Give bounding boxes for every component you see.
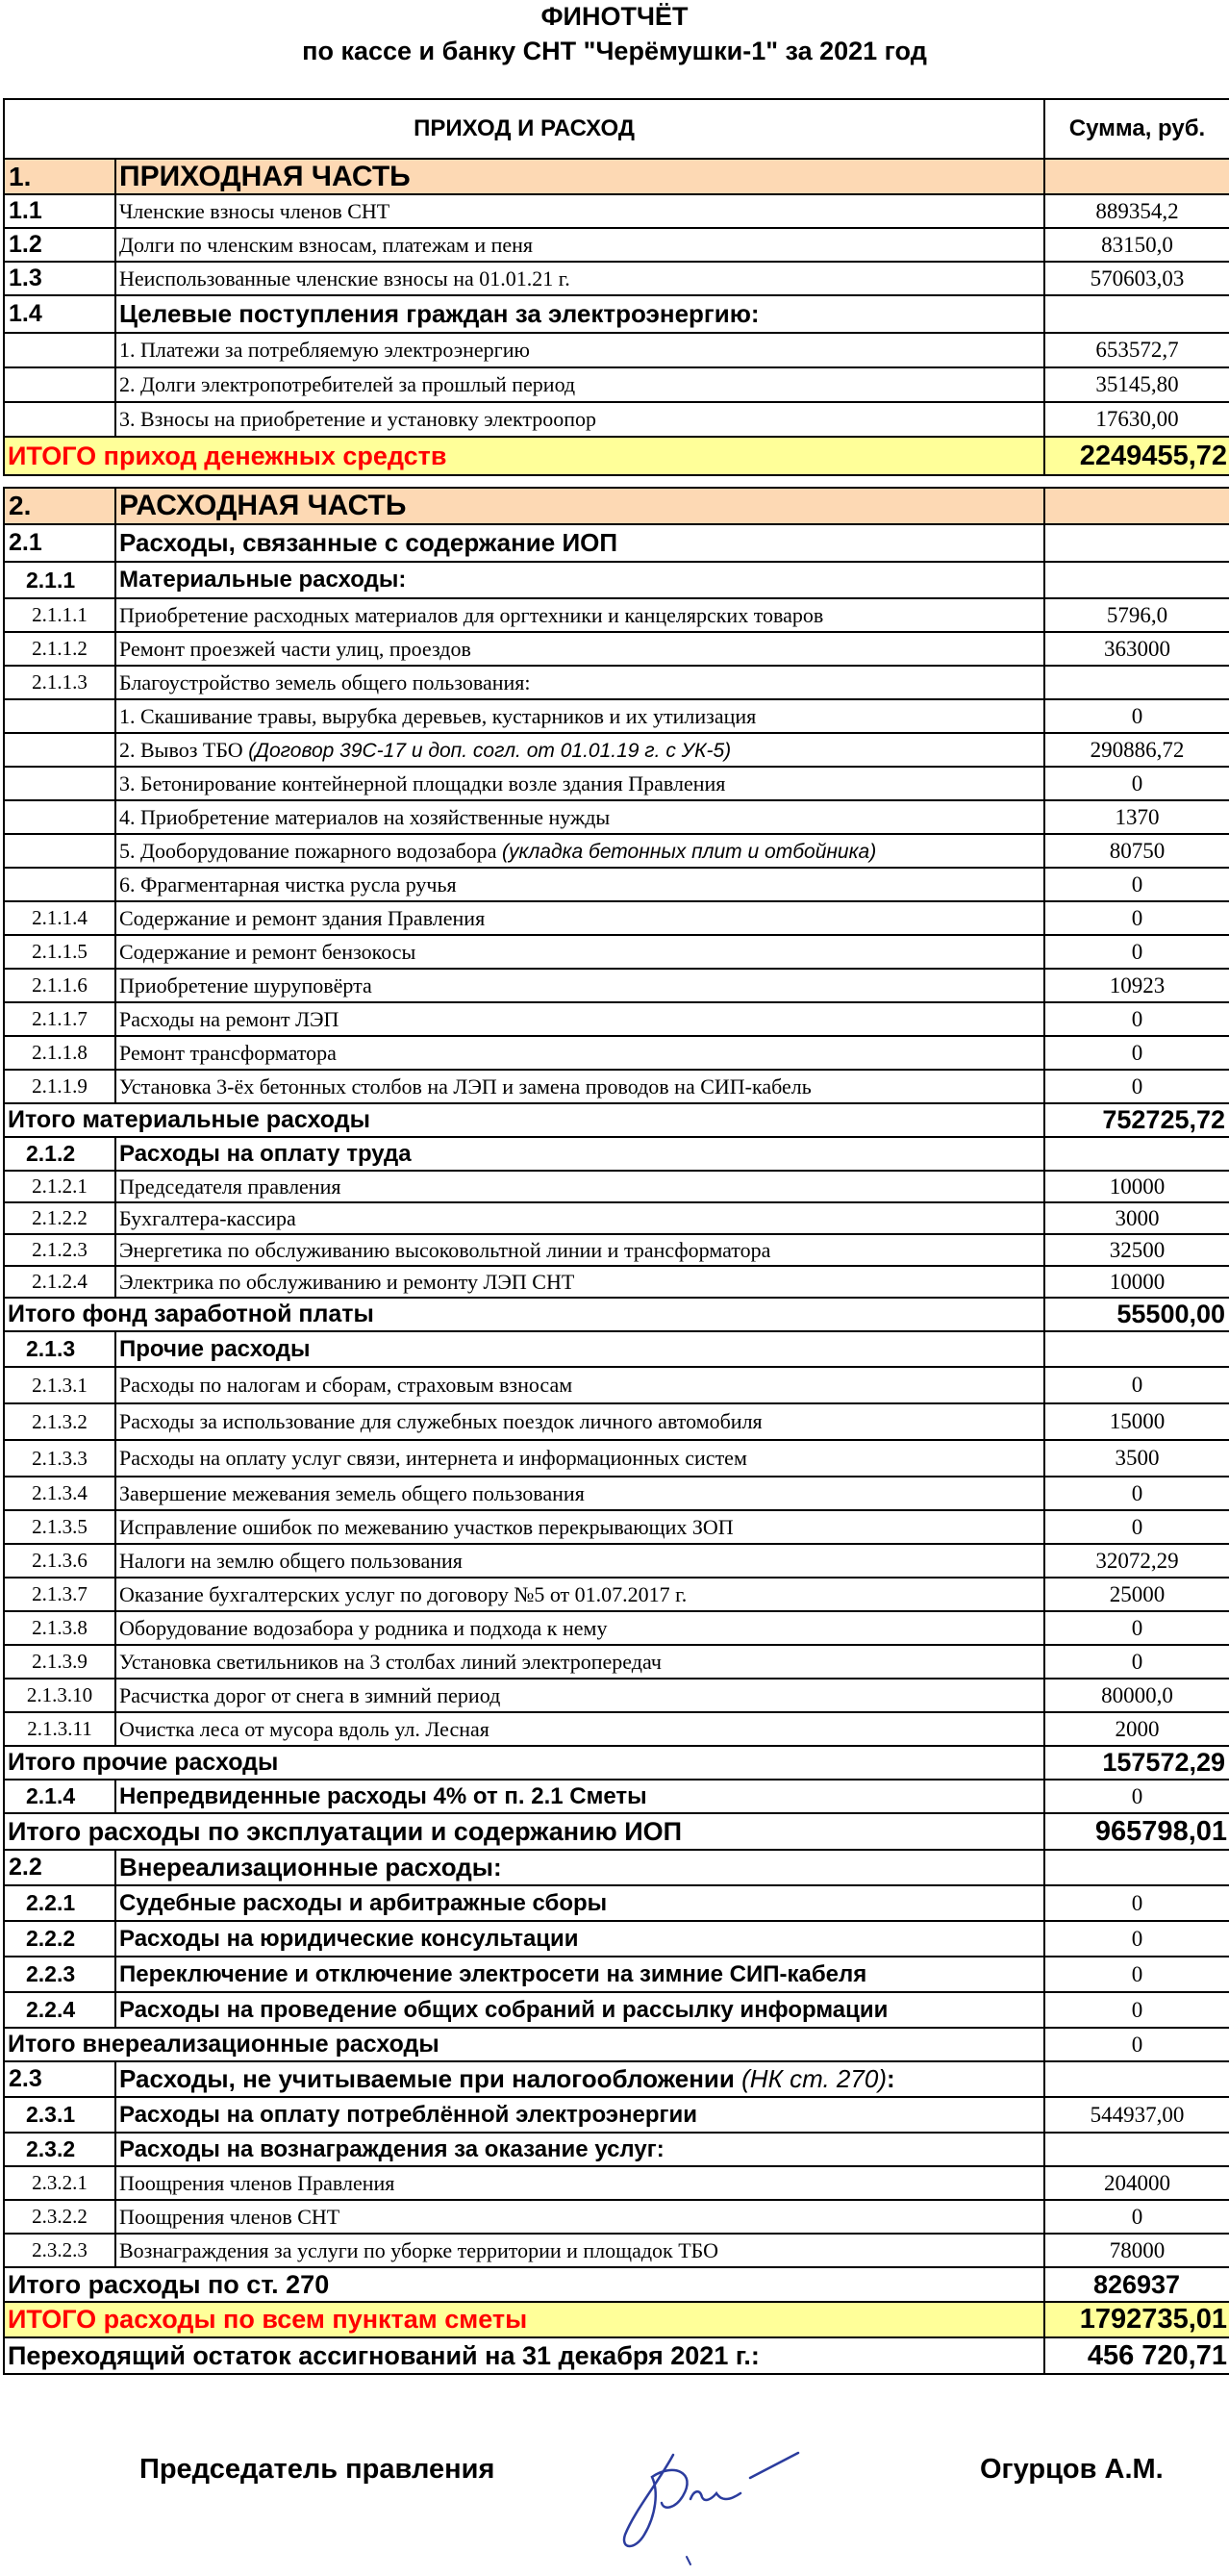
table-row [4,1992,1229,2028]
subtotal-row [4,2028,1229,2061]
row-number: 2.1.1.9 [4,1070,115,1103]
balance-amount: 456 720,71 [1044,2337,1229,2374]
table-row [4,1578,1229,1611]
signatory-name: Огурцов А.М. [980,2454,1164,2485]
row-number: 2.1.3.7 [4,1578,115,1611]
row-amount: 653572,7 [1044,333,1229,367]
row-text: Расходы по налогам и сборам, страховым взносам [115,1367,1044,1403]
row-text-tail: : [886,2064,895,2093]
row-text: 1. Скашивание травы, вырубка деревьев, кустарников и их утилизация [115,699,1044,733]
section-title: ПРИХОДНАЯ ЧАСТЬ [115,159,1044,194]
row-text: Председателя правления [115,1171,1044,1202]
row-amount: 0 [1044,1367,1229,1403]
subtotal-amount: 752725,72 [1044,1103,1229,1137]
row-number [4,800,115,834]
row-amount [1044,1137,1229,1171]
table-row [4,1679,1229,1712]
table-row [4,1036,1229,1070]
row-text: Содержание и ремонт бензокосы [115,935,1044,969]
table-row [4,2133,1229,2166]
column-header-main: ПРИХОД И РАСХОД [4,99,1044,159]
row-number: 2.1.2.1 [4,1171,115,1202]
row-number: 2.1.1.6 [4,969,115,1002]
row-number: 2.1 [4,524,115,562]
row-amount: 0 [1044,1921,1229,1957]
row-text: Целевые поступления граждан за электроэнергию: [115,295,1044,333]
balance-row [4,2337,1229,2374]
table-row [4,1403,1229,1440]
row-amount: 32500 [1044,1234,1229,1266]
row-text: Приобретение расходных материалов для оргтехники и канцелярских товаров [115,598,1044,632]
row-amount: 290886,72 [1044,733,1229,767]
row-amount: 32072,29 [1044,1544,1229,1578]
table-row [4,1885,1229,1921]
row-number: 2.2.4 [4,1992,115,2028]
row-number: 2.3.2.3 [4,2234,115,2267]
row-text: Установка светильников на 3 столбах линий электропередач [115,1645,1044,1679]
row-number: 2.1.1.2 [4,632,115,666]
table-row [4,699,1229,733]
row-amount: 0 [1044,1780,1229,1813]
row-number: 2.3 [4,2061,115,2097]
subtotal-amount: 826937 [1044,2267,1229,2302]
table-row [4,1137,1229,1171]
row-amount: 0 [1044,1002,1229,1036]
row-text: Бухгалтера-кассира [115,1202,1044,1234]
table-row [4,1712,1229,1746]
row-amount: 3000 [1044,1202,1229,1234]
row-number: 2.1.3.1 [4,1367,115,1403]
row-amount [1044,488,1229,524]
row-number: 1. [4,159,115,194]
total-amount: 1792735,01 [1044,2302,1229,2337]
row-amount: 570603,03 [1044,262,1229,295]
row-amount: 0 [1044,1992,1229,2028]
row-text: 1. Платежи за потребляемую электроэнергию [115,333,1044,367]
row-text: 6. Фрагментарная чистка русла ручья [115,868,1044,901]
table-row [4,2166,1229,2200]
row-amount: 10000 [1044,1266,1229,1298]
expense-total-row [4,2302,1229,2337]
row-number: 2.1.3.8 [4,1611,115,1645]
row-amount: 0 [1044,901,1229,935]
row-text: Расходы за использование для служебных поездок личного автомобиля [115,1403,1044,1440]
row-number: 2.1.1.7 [4,1002,115,1036]
row-number: 2.2.3 [4,1957,115,1992]
section-title: РАСХОДНАЯ ЧАСТЬ [115,488,1044,524]
row-amount: 0 [1044,2200,1229,2234]
row-amount: 35145,80 [1044,367,1229,402]
table-header-row [4,99,1229,159]
row-text: Поощрения членов СНТ [115,2200,1044,2234]
row-amount: 15000 [1044,1403,1229,1440]
row-text: Расходы на ремонт ЛЭП [115,1002,1044,1036]
table-row [4,1544,1229,1578]
finance-table [3,98,1229,2375]
subtotal-label: Итого фонд заработной платы [4,1298,1044,1331]
row-number: 2.1.3.3 [4,1440,115,1477]
row-number: 2.1.2.4 [4,1266,115,1298]
row-amount: 0 [1044,1477,1229,1510]
table-row [4,1202,1229,1234]
table-row [4,524,1229,562]
row-text: Расходы на юридические консультации [115,1921,1044,1957]
subtotal-label: Итого расходы по эксплуатации и содержанию ИОП [4,1813,1044,1850]
row-text: Энергетика по обслуживанию высоковольтной линии и трансформатора [115,1234,1044,1266]
total-label: ИТОГО расходы по всем пунктам сметы [4,2302,1044,2337]
row-note: (НК ст. 270) [741,2064,887,2093]
table-row [4,767,1229,800]
row-number [4,699,115,733]
row-amount: 0 [1044,1885,1229,1921]
row-text: Непредвиденные расходы 4% от п. 2.1 Сметы [115,1780,1044,1813]
row-text: Материальные расходы: [115,562,1044,598]
table-row [4,800,1229,834]
table-row [4,1070,1229,1103]
row-number: 2.3.1 [4,2097,115,2133]
row-text: Расходы, связанные с содержание ИОП [115,524,1044,562]
row-amount: 544937,00 [1044,2097,1229,2133]
row-text: Неиспользованные членские взносы на 01.01.21 г. [115,262,1044,295]
row-number: 2.1.2.3 [4,1234,115,1266]
table-row [4,1921,1229,1957]
table-row [4,1780,1229,1813]
subtotal-label: Итого внереализационные расходы [4,2028,1044,2061]
row-amount [1044,2133,1229,2166]
row-text: 3. Бетонирование контейнерной площадки возле здания Правления [115,767,1044,800]
row-amount: 0 [1044,1957,1229,1992]
row-amount: 78000 [1044,2234,1229,2267]
subtotal-amount: 0 [1044,2028,1229,2061]
table-row [4,367,1229,402]
row-note: (Договор 39С-17 и доп. согл. от 01.01.19 г. с УК-5) [248,739,732,762]
total-label: ИТОГО приход денежных средств [4,437,1044,475]
row-number: 2.1.1.4 [4,901,115,935]
table-row [4,666,1229,699]
row-text: Приобретение шуруповёрта [115,969,1044,1002]
table-row [4,1440,1229,1477]
row-number: 2.1.3 [4,1331,115,1367]
row-amount: 5796,0 [1044,598,1229,632]
row-text: Переключение и отключение электросети на зимние СИП-кабеля [115,1957,1044,1992]
column-header-sum: Сумма, руб. [1044,99,1229,159]
row-amount: 80000,0 [1044,1679,1229,1712]
row-amount [1044,666,1229,699]
handwritten-signature [606,2443,827,2568]
row-number: 2.2 [4,1850,115,1885]
row-amount: 0 [1044,699,1229,733]
row-amount [1044,1850,1229,1885]
row-number: 2.1.1.8 [4,1036,115,1070]
row-amount: 83150,0 [1044,228,1229,262]
row-number: 2.1.3.10 [4,1679,115,1712]
row-text: Ремонт трансформатора [115,1036,1044,1070]
row-number: 2.1.3.2 [4,1403,115,1440]
row-text-main: 2. Вывоз ТБО [119,737,243,762]
table-row [4,1645,1229,1679]
row-amount [1044,295,1229,333]
table-row [4,935,1229,969]
row-text: Очистка леса от мусора вдоль ул. Лесная [115,1712,1044,1746]
row-number: 2.1.1 [4,562,115,598]
row-amount: 0 [1044,1510,1229,1544]
row-number: 2.1.2.2 [4,1202,115,1234]
table-row [4,1611,1229,1645]
row-number: 2.1.1.5 [4,935,115,969]
row-text: Расчистка дорог от снега в зимний период [115,1679,1044,1712]
table-row [4,1957,1229,1992]
row-text: Электрика по обслуживанию и ремонту ЛЭП СНТ [115,1266,1044,1298]
table-row [4,2200,1229,2234]
row-text: Благоустройство земель общего пользования: [115,666,1044,699]
row-number: 2.1.1.1 [4,598,115,632]
row-amount: 80750 [1044,834,1229,868]
subtotal-row [4,1298,1229,1331]
row-amount: 10923 [1044,969,1229,1002]
subtotal-row [4,1103,1229,1137]
row-number: 2.1.2 [4,1137,115,1171]
table-row [4,1477,1229,1510]
table-row [4,262,1229,295]
row-text: Исправление ошибок по межеванию участков перекрывающих ЗОП [115,1510,1044,1544]
table-row [4,295,1229,333]
table-row [4,598,1229,632]
report-subtitle: по кассе и банку СНТ "Черёмушки-1" за 2021 год [302,37,927,65]
table-row [4,1331,1229,1367]
table-row [4,228,1229,262]
row-text: Членские взносы членов СНТ [115,194,1044,228]
row-text-main: 5. Дооборудование пожарного водозабора [119,838,497,863]
row-text: Поощрения членов Правления [115,2166,1044,2200]
row-text-main: Расходы, не учитываемые при налогообложении [119,2064,735,2093]
subtotal-row [4,2267,1229,2302]
row-text: Прочие расходы [115,1331,1044,1367]
total-amount: 2249455,72 [1044,437,1229,475]
section-row [4,488,1229,524]
table-row [4,901,1229,935]
row-number: 2.1.4 [4,1780,115,1813]
row-text [115,733,1044,767]
income-total-row [4,437,1229,475]
row-number: 1.2 [4,228,115,262]
row-number: 1.4 [4,295,115,333]
row-amount: 10000 [1044,1171,1229,1202]
subtotal-label: Итого расходы по ст. 270 [4,2267,1044,2302]
row-number: 1.1 [4,194,115,228]
row-number: 2.3.2.2 [4,2200,115,2234]
row-text: Судебные расходы и арбитражные сборы [115,1885,1044,1921]
row-text: 4. Приобретение материалов на хозяйственные нужды [115,800,1044,834]
row-amount: 889354,2 [1044,194,1229,228]
row-amount: 363000 [1044,632,1229,666]
row-number [4,333,115,367]
table-row [4,1850,1229,1885]
row-text: Ремонт проезжей части улиц, проездов [115,632,1044,666]
row-amount: 3500 [1044,1440,1229,1477]
table-row [4,402,1229,437]
row-number: 2.2.2 [4,1921,115,1957]
subtotal-row [4,1746,1229,1780]
row-text: Расходы на оплату услуг связи, интернета и информационных систем [115,1440,1044,1477]
table-row [4,1002,1229,1036]
subtotal-amount: 965798,01 [1044,1813,1229,1850]
table-row [4,1266,1229,1298]
row-number: 2.1.1.3 [4,666,115,699]
table-row [4,194,1229,228]
row-number: 2.1.3.5 [4,1510,115,1544]
row-number [4,834,115,868]
table-row [4,733,1229,767]
row-amount: 1370 [1044,800,1229,834]
row-number: 2.1.3.4 [4,1477,115,1510]
subtotal-label: Итого прочие расходы [4,1746,1044,1780]
row-text: Долги по членским взносам, платежам и пеня [115,228,1044,262]
table-row [4,1510,1229,1544]
table-row [4,834,1229,868]
signatory-position: Председатель правления [139,2454,495,2485]
subtotal-amount: 55500,00 [1044,1298,1229,1331]
table-row [4,969,1229,1002]
row-amount: 17630,00 [1044,402,1229,437]
table-row [4,2061,1229,2097]
row-number: 2.3.2.1 [4,2166,115,2200]
subtotal-label: Итого материальные расходы [4,1103,1044,1137]
row-amount: 0 [1044,1645,1229,1679]
subtotal-row [4,1813,1229,1850]
row-amount [1044,562,1229,598]
row-amount: 0 [1044,1611,1229,1645]
row-text: Расходы на оплату труда [115,1137,1044,1171]
row-amount: 0 [1044,1036,1229,1070]
row-text: 2. Долги электропотребителей за прошлый период [115,367,1044,402]
balance-label: Переходящий остаток ассигнований на 31 декабря 2021 г.: [4,2337,1044,2374]
spacer-row [4,475,1229,488]
row-text: 3. Взносы на приобретение и установку электроопор [115,402,1044,437]
row-amount: 0 [1044,1070,1229,1103]
row-text: Расходы на проведение общих собраний и рассылку информации [115,1992,1044,2028]
row-text: Оборудование водозабора у родника и подхода к нему [115,1611,1044,1645]
table-row [4,632,1229,666]
row-amount [1044,524,1229,562]
table-row [4,1234,1229,1266]
row-amount: 0 [1044,868,1229,901]
row-amount: 2000 [1044,1712,1229,1746]
table-row [4,868,1229,901]
row-text [115,834,1044,868]
row-number [4,767,115,800]
row-text: Расходы на вознаграждения за оказание услуг: [115,2133,1044,2166]
table-row [4,333,1229,367]
row-text: Вознаграждения за услуги по уборке территории и площадок ТБО [115,2234,1044,2267]
row-amount: 204000 [1044,2166,1229,2200]
row-text: Внереализационные расходы: [115,1850,1044,1885]
row-text: Оказание бухгалтерских услуг по договору №5 от 01.07.2017 г. [115,1578,1044,1611]
table-row [4,1367,1229,1403]
row-text: Содержание и ремонт здания Правления [115,901,1044,935]
row-number [4,733,115,767]
report-title: ФИНОТЧЁТ [540,2,689,31]
row-number [4,868,115,901]
row-amount [1044,2061,1229,2097]
section-row [4,159,1229,194]
row-text: Налоги на землю общего пользования [115,1544,1044,1578]
table-row [4,562,1229,598]
table-row [4,1171,1229,1202]
row-text: Завершение межевания земель общего пользования [115,1477,1044,1510]
row-amount: 0 [1044,767,1229,800]
row-number: 2.2.1 [4,1885,115,1921]
row-number: 2.1.3.11 [4,1712,115,1746]
row-text: Расходы на оплату потреблённой электроэнергии [115,2097,1044,2133]
subtotal-amount: 157572,29 [1044,1746,1229,1780]
row-text [115,2061,1044,2097]
row-number [4,367,115,402]
row-amount [1044,1331,1229,1367]
table-row [4,2097,1229,2133]
row-note: (укладка бетонных плит и отбойника) [502,840,877,863]
row-number: 2.1.3.9 [4,1645,115,1679]
row-number: 2. [4,488,115,524]
row-number: 2.3.2 [4,2133,115,2166]
row-text: Установка 3-ёх бетонных столбов на ЛЭП и замена проводов на СИП-кабель [115,1070,1044,1103]
row-number: 1.3 [4,262,115,295]
row-number [4,402,115,437]
row-amount: 0 [1044,935,1229,969]
row-amount: 25000 [1044,1578,1229,1611]
row-amount [1044,159,1229,194]
table-row [4,2234,1229,2267]
row-number: 2.1.3.6 [4,1544,115,1578]
